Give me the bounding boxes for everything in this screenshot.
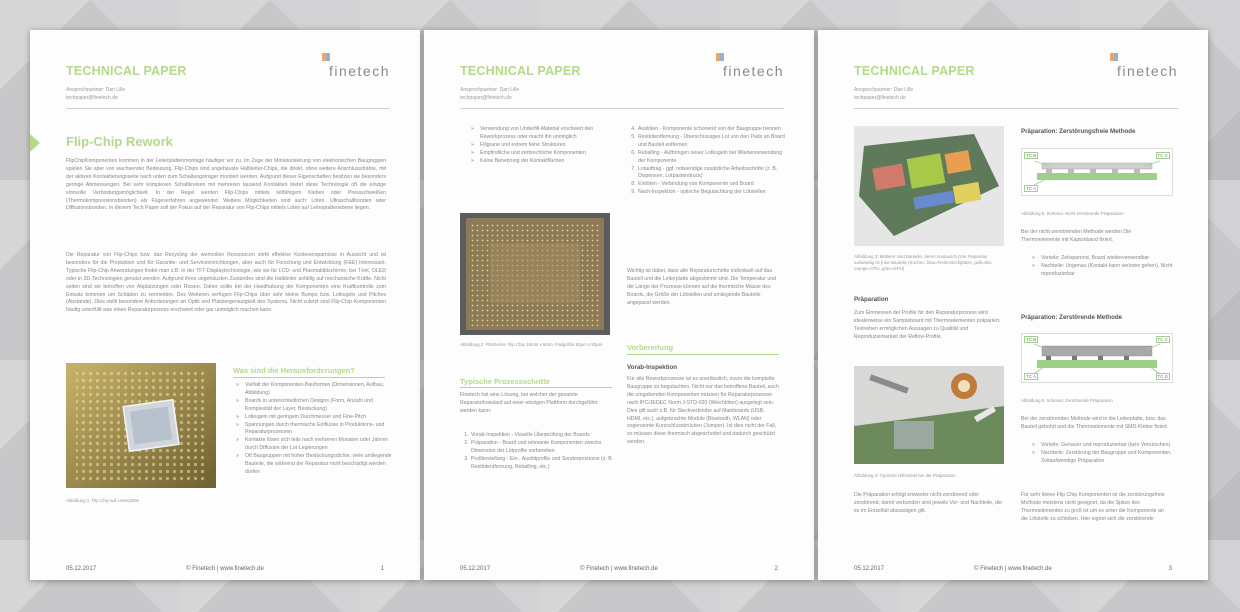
list-item: » Nachteile: Ungenau (Kontakt kann verloren gehen), Nicht reproduzierbar <box>1041 263 1181 279</box>
preparation-subheading: Präparation <box>854 296 889 303</box>
non-destructive-pros-cons <box>1031 255 1181 279</box>
non-destructive-heading: Präparation: Zerstörungsfreie Methode <box>1021 128 1136 135</box>
challenges-heading: Was sind die Herausforderungen? <box>233 366 355 375</box>
list-item: 4. Auslöten - Komponente schonend von der Baugruppe trennen <box>637 126 787 134</box>
flip-chip-die-photo <box>460 213 610 335</box>
page-1 <box>30 30 420 580</box>
header-divider <box>66 108 390 109</box>
list-item: » Empfindliche und zerbrechliche Komponenten <box>480 150 630 158</box>
list-item: 2. Präparation - Board und relevante Komponenten zwecks Dimension der Lötprofile vorbereiten <box>470 440 620 456</box>
challenges-list <box>235 382 393 477</box>
list-item: 5. Restlotentfernung - Überschüssiges Lot von den Pads an Board und Bauteil entfernen <box>637 134 787 150</box>
destructive-diagram <box>1021 333 1173 383</box>
pre-inspection-text: Für alle Reworkprozesse ist es unerlässlich, zuvor die komplette Baugruppe zu begutachten. Nicht nur das betroffene Bauteil, auch die umgebenden Komponenten müssen für Reparaturprozesse nach IPC/JEDEC Norm J-STD-020 (Weichlöten) ausgelegt sein. Dies gilt auch z.B. für Steckverbinder auf Mainboards (USB, HDMI, etc.), aufgebrachte Module (Bluetooth, WLAN) oder sogenannte Kurzschlussbrücken (Jumper). Ist dies nicht der Fall, so müssen diese thermisch abgeschottet und dadurch geschützt werden. <box>627 376 779 446</box>
challenges-list-continued <box>470 126 630 166</box>
page-title: Flip-Chip Rework <box>66 134 173 149</box>
figure-1-caption: Abbildung 1: Flip Chip auf Leiterplatte <box>66 498 140 503</box>
contact-email[interactable]: techpaper@finetech.de <box>66 94 118 101</box>
tc-label: TC A <box>1026 374 1037 379</box>
header-doc-type: TECHNICAL PAPER <box>854 64 975 78</box>
header-divider <box>460 108 784 109</box>
list-item: 8. Einlöten - Verbindung von Komponente und Board <box>637 181 787 189</box>
tc-label: TC B <box>1026 153 1037 158</box>
list-item: » Boards in unterschiedlichen Designs (Form, Anzahl und Komplexität der Layer, Bestückung) <box>245 398 393 414</box>
finetech-logo: finetech <box>328 63 390 79</box>
footer-link[interactable]: © Finetech | www.finetech.de <box>580 566 658 572</box>
list-item: » Verwendung von Underfill-Material erschwert den Reworkprozess oder macht ihn unmöglich <box>480 126 630 142</box>
list-item: 7. Lotauftrag - ggf. notwendige zusätzliche Arbeitsschritte (z. B. Dispensen, Lotpastendruck) <box>637 166 787 182</box>
header-contact <box>66 87 125 102</box>
list-item: » Vorteile: Zeitsparend, Board wiederverwendbar <box>1041 255 1181 263</box>
list-item: 6. Reballing - Aufbringen neuer Lotkugeln bei Wiederverwendung der Komponente <box>637 150 787 166</box>
flip-chip-photo <box>66 363 216 488</box>
tc-label: TC C <box>1157 153 1168 158</box>
preparation-rule <box>627 354 779 355</box>
figure-4-caption: Abbildung 4: Typische Hilfsmittel bei der Präparation <box>854 473 956 478</box>
footer-date: 05.12.2017 <box>460 566 491 572</box>
list-item: » Filigrane und extrem feine Strukturen <box>480 142 630 150</box>
page-2 <box>424 30 814 580</box>
list-item: » Spannungen durch thermische Einflüsse in Produktions- und Reparaturprozessen <box>245 422 393 438</box>
process-heading: Typische Prozessschritte <box>460 377 550 386</box>
footer-link[interactable]: © Finetech | www.finetech.de <box>186 566 264 572</box>
list-item: 3. Profilerstellung - Ein-, Auslötprofile und Sonderprozesse (z. B. Restlotentfernung, Reballing, etc.) <box>470 456 620 472</box>
challenges-rule <box>233 377 385 378</box>
page-number: 3 <box>1168 566 1172 572</box>
list-item: » Nachteile: Zerstörung der Baugruppe und Komponenten, Zeitaufwendige Präparation <box>1041 450 1181 466</box>
process-steps-left <box>460 432 620 472</box>
list-item: » Kontakte lösen sich teils nach mehreren Monaten oder Jahren durch Diffusion der Lot-Legierungen <box>245 437 393 453</box>
preparation-methods-text: Die Präparation erfolgt entweder nicht-zerstörend oder zerstörend, damit verbunden sind jeweils Vor- und Nachteile, die es im Einzelfall abzuwägen gilt. <box>854 492 1002 514</box>
small-flip-chip-text: Für sehr kleine Flip Chip Komponenten ist die zerstörungsfreie Methode meistens nicht geeignet, da die Spitze des Thermoelementes zu groß ist um es unter die Komponente an die Lötstelle zu schieben. Hier eignet sich die zerstörende <box>1021 492 1165 522</box>
contact-person: Ansprechpartner: Dan Lille <box>854 87 914 93</box>
page-number: 2 <box>774 566 778 572</box>
process-rule <box>460 387 612 388</box>
destructive-pros-cons <box>1031 442 1181 466</box>
finetech-logo-mark-icon <box>1110 53 1118 61</box>
process-steps-right <box>627 126 787 197</box>
mainboard-photo <box>854 126 1004 246</box>
tc-label: TC B <box>1026 337 1037 342</box>
header-doc-type: TECHNICAL PAPER <box>460 64 581 78</box>
repair-paragraph: Die Reparatur von Flip-Chips bzw. das Recycling der wertvollen Ressourcen steht effektive Kostenersparnisse in Aussicht und ist besonders für die Produktion und für Garantie- und Serviceeinrichtungen, aber auch für Forschung und Entwicklung (F&E) interessant. Typische Flip-Chip Anwendungen findet man z.B. in der TFT-Displaytechnologie, wie sie für LCD- und Plasmabildschirme, bei T-ink, OLED oder in 3D-Technologien genutzt werden. Aufgrund ihres ungehäusten Zustandes sind die Halbleiter anfällig auf mechanische Kräfte. Nicht selten sind sie betroffen von Abplatzungen oder Rissen. Daher sollte bei der Handhabung der Komponenten eine Kraftkontrolle zum Einsatz kommen um Schäden zu vermeiden. Des Weiteren verfügen Flip-Chips über sehr kleine Bumps bzw. Lotkugeln und Pitches (Abstände). Dies stellt besondere Anforderungen an Optik und Platziergenauigkeit des Systems. Nicht zuletzt sind Flip-Chip-Komponenten häufig unterfüllt was einen Reparaturprozess erschwert oder gar unmöglich machen kann. <box>66 252 386 314</box>
figure-6-caption: Abbildung 6: Schema: Zerstörende Präparation <box>1021 398 1113 403</box>
tc-label: TC C <box>1157 337 1168 342</box>
header-contact <box>854 87 913 102</box>
intro-paragraph: FlipChipKomponenten kommen in der Leiterplattenmontage häufiger vor zu, Im Zuge der Miniaturisierung von elektronischen Baugruppen spielen Sie aber von wachsender Bedeutung. Flip-Chips sind ungehäuste Halbleiter-Chips, die direkt, ohne weitere Anschlussdrähte, mit der aktiven Kontaktierungsseite nach unten zum Schaltungsträger montiert werden. Aufgrund dieser Eigenschaften besitzen sie besonders geringe Abmessungen. Bei sehr komplexen Schaltkreisen mit mehreren tausend Kontakten bietet diese Technologie oft die einzige sinnvolle Verbindungsmöglichkeit. In der Regel werden Flip-Chips mittels leitfähigem Kleben oder Pressschweißen (Thermokompressionsbonden) als Fügeverfahren angewendet. Weitere Möglichkeiten sind auch: Löten, Ultraschallbonden oder Diffusionsbonden. In diesem Tech Paper soll der Fokus auf der Reparatur von Flip-Chips mittels Löten auf Leiterplattenebene liegen. <box>66 158 386 212</box>
contact-person: Ansprechpartner: Dan Lille <box>460 87 520 93</box>
process-intro: Finetech hat eine Lösung, bei welcher der gesamte Reparaturkreislauf auf einer einzigen Plattform durchgeführt werden kann: <box>460 392 598 414</box>
tc-label: TC D <box>1157 374 1168 379</box>
footer-date: 05.12.2017 <box>854 566 885 572</box>
figure-3-caption: Abbildung 3: Markiert sind Bauteile, deren Austausch bzw. Reparatur aufwändig ist (rote Bauteile (Kuchen, blau=RAM-Steckplätze, gelb=Bio, orange=CPU, grün=GPU) <box>854 254 993 271</box>
preparation-heading: Vorbereitung <box>627 343 674 352</box>
figure-5-caption: Abbildung 5: Schema: Nicht zerstörende Präparation <box>1021 211 1124 216</box>
non-destructive-text: Bei der nicht-zerstörenden Methode werden Die Thermoelemente mit Kaptonband fixiert. <box>1021 229 1132 243</box>
contact-email[interactable]: techpaper@finetech.de <box>460 94 512 101</box>
finetech-logo: finetech <box>722 63 784 79</box>
list-item: 1. Vorab-Inspektion - Visuelle Überprüfung der Boards <box>470 432 620 440</box>
list-item: » Oft Baugruppen mit hoher Bestückungsdichte, viele umliegende Bauteile, die während der Reparatur nicht beschädigt werden dürfen <box>245 453 393 477</box>
preparation-tools-photo <box>854 366 1004 464</box>
finetech-logo: finetech <box>1116 63 1178 79</box>
header-divider <box>854 108 1178 109</box>
page-number: 1 <box>380 566 384 572</box>
figure-2-caption: Abbildung 2: Flächenter Flip Chip 10mm x 8mm, Padgröße 90µm x 90µm <box>460 342 603 347</box>
list-item: 9. Nach-Inspektion - optische Begutachtung der Lötstellen <box>637 189 787 197</box>
list-item: » Keine Benetzung der Kontaktflächen <box>480 158 630 166</box>
header-contact <box>460 87 519 102</box>
finetech-logo-mark-icon <box>716 53 724 61</box>
non-destructive-diagram <box>1021 148 1173 196</box>
list-item: » Lotkugeln mit geringem Durchmesser und Fine-Pitch <box>245 414 393 422</box>
title-arrow-icon <box>30 134 40 152</box>
header-doc-type: TECHNICAL PAPER <box>66 64 187 78</box>
footer-date: 05.12.2017 <box>66 566 97 572</box>
tc-label: TC A <box>1026 186 1037 191</box>
destructive-text: Bei der zerstörenden Methode wird in die Leiterplatte, bzw. das Bauteil gebohrt und die Thermoelemente mit SMD-Kleber fixiert. <box>1021 416 1169 430</box>
preparation-text: Zum Einmessen der Profile für den Reparaturprozess wird idealerweise ein Sampleboard mit Thermoelementen präpariert. Testreihen ermöglichen Aussagen zu Qualität und Reproduzierbarkeit der Reflow-Profile. <box>854 310 1001 340</box>
pre-inspection-subheading: Vorab-Inspektion <box>627 364 678 371</box>
list-item: » Vielfalt der Komponenten-Bauformen (Dimensionen, Aufbau, Abbildung) <box>245 382 393 398</box>
contact-email[interactable]: techpaper@finetech.de <box>854 94 906 101</box>
contact-person: Ansprechpartner: Dan Lille <box>66 87 126 93</box>
list-item: » Vorteile: Genauer und reproduzierbar (kein Verrutschen) <box>1041 442 1181 450</box>
page-3 <box>818 30 1208 580</box>
destructive-heading: Präparation: Zerstörende Methode <box>1021 314 1123 321</box>
process-note: Wichtig ist dabei, dass alle Reparaturschritte individuell auf das Bauteil und die Leiterplatte abgestimmt sind. Die Temperatur und die Länge der Prozesse können auf die thermische Masse des Boards, die Größe der Lötstellen und umliegende Bauteile angepasst werden. <box>627 268 776 306</box>
finetech-logo-mark-icon <box>322 53 330 61</box>
footer-link[interactable]: © Finetech | www.finetech.de <box>974 566 1052 572</box>
